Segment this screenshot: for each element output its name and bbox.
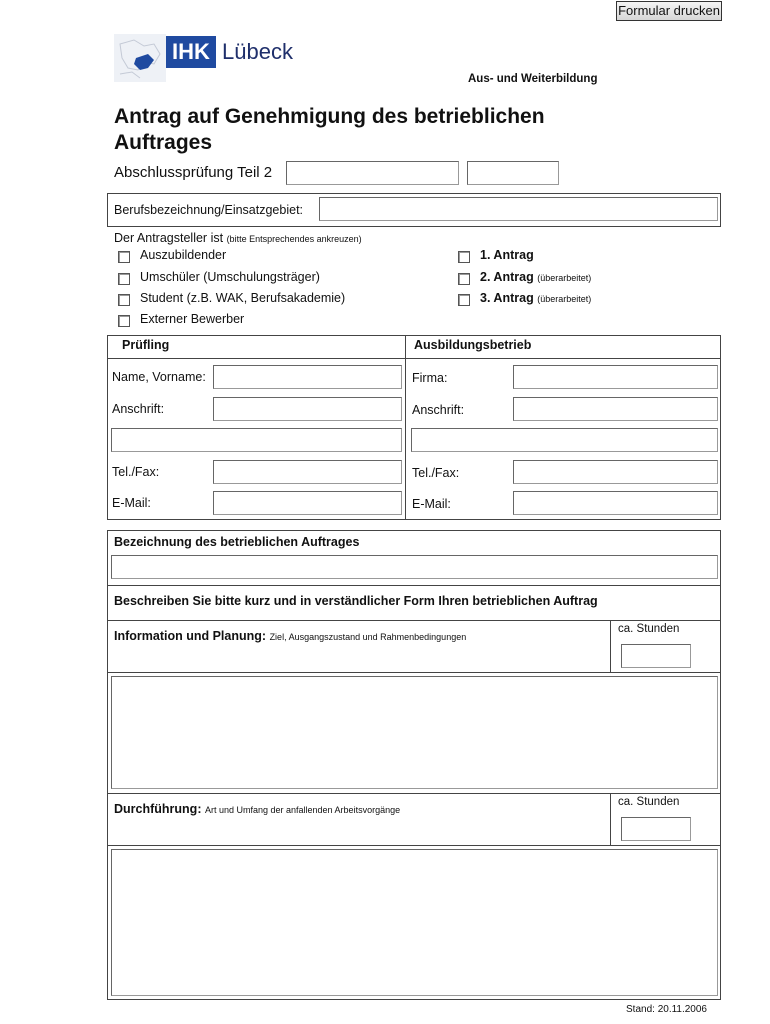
occupation-label: Berufsbezeichnung/Einsatzgebiet: bbox=[114, 203, 304, 217]
company-address-label: Anschrift: bbox=[412, 403, 465, 417]
round-checkbox-2[interactable] bbox=[458, 273, 470, 285]
company-phone-label: Tel./Fax: bbox=[412, 466, 460, 480]
project-title-input[interactable] bbox=[111, 555, 718, 579]
page-title: Antrag auf Genehmigung des betrieblichen Auftrages bbox=[114, 105, 545, 154]
ihk-logo-city: Lübeck bbox=[222, 39, 293, 64]
candidate-address-input[interactable] bbox=[213, 397, 402, 421]
applicant-option-label: Student (z.B. WAK, Berufsakademie) bbox=[140, 291, 346, 305]
divider bbox=[405, 335, 406, 520]
exam-field-2[interactable] bbox=[467, 161, 559, 185]
applicant-checkbox-retraining[interactable] bbox=[118, 273, 130, 285]
company-email-label: E-Mail: bbox=[412, 497, 451, 511]
company-address-line2-input[interactable] bbox=[411, 428, 718, 452]
candidate-email-input[interactable] bbox=[213, 491, 402, 515]
company-email-input[interactable] bbox=[513, 491, 718, 515]
applicant-option-label: Umschüler (Umschulungsträger) bbox=[140, 270, 320, 284]
applicant-checkbox-student[interactable] bbox=[118, 294, 130, 306]
planning-textarea[interactable] bbox=[111, 676, 718, 789]
project-title-label: Bezeichnung des betrieblichen Auftrages bbox=[114, 535, 360, 549]
planning-label: Information und Planung: Ziel, Ausgangszustand und Rahmenbedingungen bbox=[114, 629, 467, 643]
planning-hours-label: ca. Stunden bbox=[618, 623, 680, 635]
execution-textarea[interactable] bbox=[111, 849, 718, 996]
department-label: Aus- und Weiterbildung bbox=[468, 73, 598, 85]
applicant-option-label: Auszubildender bbox=[140, 248, 227, 262]
exam-label: Abschlussprüfung Teil 2 bbox=[114, 164, 273, 181]
company-name-input[interactable] bbox=[513, 365, 718, 389]
divider bbox=[107, 358, 721, 359]
company-address-input[interactable] bbox=[513, 397, 718, 421]
company-heading: Ausbildungsbetrieb bbox=[414, 338, 532, 352]
divider bbox=[107, 585, 721, 586]
candidate-address-line2-input[interactable] bbox=[111, 428, 402, 452]
print-form-button[interactable]: Formular drucken bbox=[616, 1, 722, 21]
occupation-input[interactable] bbox=[319, 197, 718, 221]
ihk-logo-mark: IHK bbox=[166, 36, 216, 68]
ihk-map-logo-icon bbox=[114, 34, 166, 82]
divider bbox=[610, 793, 611, 845]
execution-hours-input[interactable] bbox=[621, 817, 691, 841]
describe-prompt: Beschreiben Sie bitte kurz und in verständlicher Form Ihren betrieblichen Auftrag bbox=[114, 594, 598, 608]
candidate-heading: Prüfling bbox=[122, 338, 170, 352]
divider bbox=[107, 845, 721, 846]
candidate-phone-label: Tel./Fax: bbox=[112, 465, 160, 479]
company-name-label: Firma: bbox=[412, 371, 448, 385]
execution-label: Durchführung: Art und Umfang der anfallenden Arbeitsvorgänge bbox=[114, 802, 401, 816]
divider bbox=[107, 672, 721, 673]
round-option-label: 3. Antrag (überarbeitet) bbox=[480, 291, 592, 305]
candidate-name-input[interactable] bbox=[213, 365, 402, 389]
applicant-checkbox-trainee[interactable] bbox=[118, 251, 130, 263]
divider bbox=[107, 793, 721, 794]
candidate-phone-input[interactable] bbox=[213, 460, 402, 484]
divider bbox=[107, 620, 721, 621]
round-checkbox-1[interactable] bbox=[458, 251, 470, 263]
candidate-address-label: Anschrift: bbox=[112, 402, 165, 416]
applicant-option-label: Externer Bewerber bbox=[140, 312, 245, 326]
candidate-name-label: Name, Vorname: bbox=[112, 370, 206, 384]
divider bbox=[610, 620, 611, 672]
round-option-label: 2. Antrag (überarbeitet) bbox=[480, 270, 592, 284]
execution-hours-label: ca. Stunden bbox=[618, 796, 680, 808]
applicant-checkbox-external[interactable] bbox=[118, 315, 130, 327]
round-option-label: 1. Antrag bbox=[480, 248, 534, 262]
footer-date: Stand: 20.11.2006 bbox=[626, 1004, 707, 1015]
applicant-heading: Der Antragsteller ist (bitte Entsprechendes ankreuzen) bbox=[114, 231, 362, 245]
company-phone-input[interactable] bbox=[513, 460, 718, 484]
planning-hours-input[interactable] bbox=[621, 644, 691, 668]
candidate-email-label: E-Mail: bbox=[112, 496, 151, 510]
round-checkbox-3[interactable] bbox=[458, 294, 470, 306]
exam-field-1[interactable] bbox=[286, 161, 459, 185]
